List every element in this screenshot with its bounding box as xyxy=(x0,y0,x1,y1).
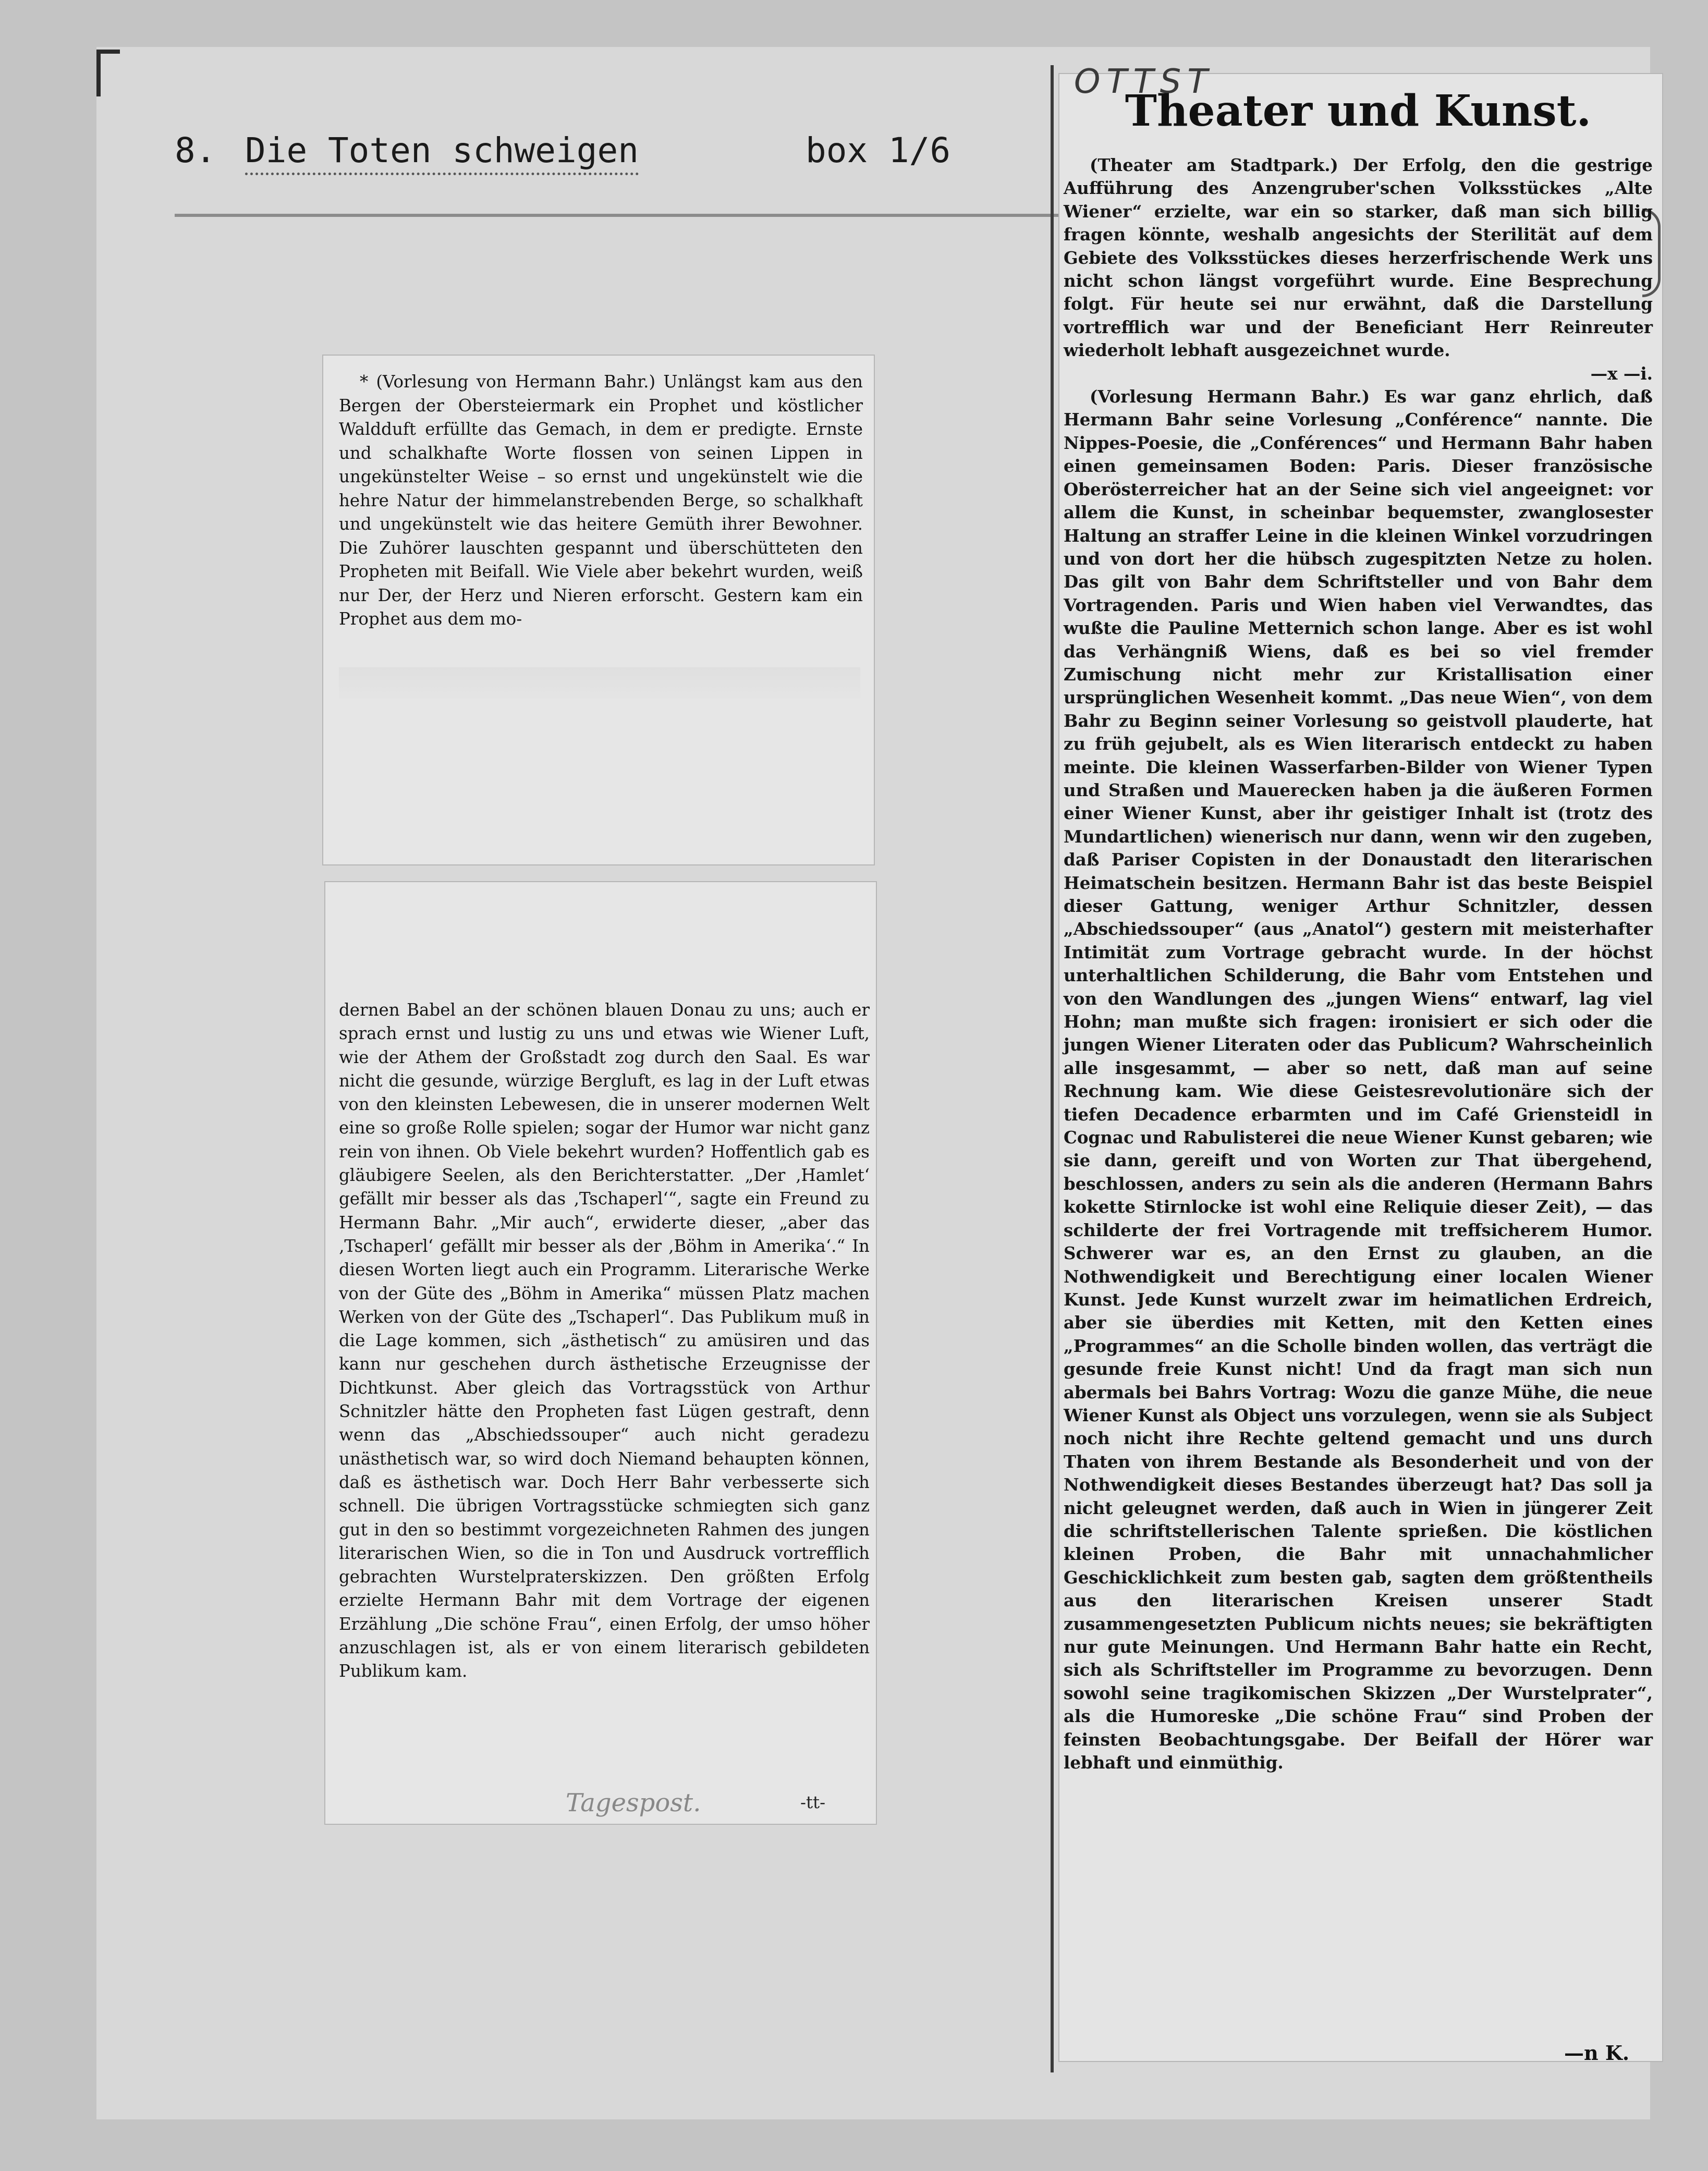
article-paragraph: * (Vorlesung von Hermann Bahr.) Unlängst kam aus den Bergen der Obersteiermark ein Prophet und köstlicher Waldduft erfüllte das Gemach, in dem er predigte. Ernste und schalkhafte Worte flossen von seinen Lippen in ungekünstelter Weise – so ernst und ungekünstelt wie die hehre Natur der himmelanstrebenden Berge, so schalkhaft und ungekünstelt wie das heitere Gemüth ihrer Bewohner. Die Zuhörer lauschten gespannt und überschütteten den Propheten mit Beifall. Wie Viele aber bekehrt wurden, weiß nur Der, der Herz und Nieren erforscht. Gestern kam ein Prophet aus dem mo- xyxy=(339,372,863,629)
handwritten-source-note: Tagespost. xyxy=(566,1788,701,1818)
article-signature: —n K. xyxy=(1564,2041,1630,2065)
clipping-right-text xyxy=(1064,154,1653,1774)
archive-header xyxy=(175,130,988,177)
header-number: 8. xyxy=(175,130,216,170)
crop-mark xyxy=(96,50,101,96)
clipping-left-bottom-text xyxy=(339,998,870,1684)
article-signature: -tt- xyxy=(800,1792,826,1812)
handwritten-annotation: OTTST xyxy=(1074,63,1214,101)
section-masthead: Theater und Kunst. xyxy=(1125,86,1592,136)
bleed-through xyxy=(339,667,860,699)
header-title: Die Toten schweigen xyxy=(245,130,639,175)
crop-mark xyxy=(96,50,120,54)
fold-line xyxy=(1051,65,1054,2072)
article-signature: —x —i. xyxy=(1590,363,1653,384)
article-paragraph: (Vorlesung Hermann Bahr.) Es war ganz ehrlich, daß Hermann Bahr seine Vorlesung „Conférence“ nannte. Die Nippes-Poesie, die „Conférences“ und Hermann Bahr haben einen gemeinsamen Boden: Paris. Dieser französische Oberösterreicher hat an der Seine sich viel angeeignet: vor allem die Kunst, in scheinbar bequemster, zwanglosester Haltung an straffer Leine in die kleinen Winkel vorzudringen und von dort her die hübsch zugespitzten Netze zu holen. Das gilt von Bahr dem Schriftsteller und von Bahr dem Vortragenden. Paris und Wien haben viel Verwandtes, das wußte die Pauline Metternich schon lange. Aber es ist wohl das Verhängniß Wiens, daß es bei so viel fremder Zumischung nicht mehr zur Kristallisation einer ursprünglichen Wesenheit kommt. „Das neue Wien“, von dem Bahr zu Beginn seiner Vorlesung so geistvoll plauderte, hat zu früh gejubelt, als es Wien literarisch entdeckt zu haben meinte. Die kleinen Wasserfarben-Bilder von Wiener Typen und Straßen und Mauerecken haben ja die äußeren Formen einer Wiener Kunst, aber ihr geistiger Inhalt ist (trotz des Mundartlichen) wienerisch nur dann, wenn wir den zugeben, daß Pariser Copisten in der Donaustadt den literarischen Heimatschein besitzen. Hermann Bahr ist das beste Beispiel dieser Gattung, weniger Arthur Schnitzler, dessen „Abschiedssouper“ (aus „Anatol“) gestern mit meisterhafter Intimität zum Vortrage gebracht wurde. In der höchst unterhaltlichen Schilderung, die Bahr vom Entstehen und von den Wandlungen des „jungen Wiens“ entwarf, lag viel Hohn; man mußte sich fragen: ironisiert er sich oder die jungen Wiener Literaten oder das Publicum? Wahrscheinlich alle insgesammt, — aber so nett, daß man auf seine Rechnung kam. Wie diese Geistesrevolutionäre sich der tiefen Decadence erbarmten und im Café Griensteidl in Cognac und Rabulisterei die neue Wiener Kunst gebaren; wie sie dann, gereift und von Worten zur That übergehend, beschlossen, anders zu sein als die anderen (Hermann Bahrs kokette Stirnlocke ist wohl eine Reliquie dieser Zeit), — das schilderte der frei Vortragende mit treffsicherem Humor. Schwerer war es, an den Ernst zu glauben, an die Nothwendigkeit und Berechtigung einer localen Wiener Kunst. Jede Kunst wurzelt zwar im heimatlichen Erdreich, aber sie überdies mit Ketten, mit den Ketten eines „Programmes“ an die Scholle binden wollen, das verträgt die gesunde freie Kunst nicht! Und da fragt man sich nun abermals bei Bahrs Vortrag: Wozu die ganze Mühe, die neue Wiener Kunst als Object uns vorzulegen, wenn sie als Subject noch nicht ihre Rechte geltend gemacht und uns durch Thaten von ihrem Bestande als Besonderheit und von der Nothwendigkeit dieses Bestandes überzeugt hat? Das soll ja nicht geleugnet werden, daß auch in Wien in jüngerer Zeit die schriftstellerischen Talente sprießen. Die köstlichen kleinen Proben, die Bahr mit unnachahmlicher Geschicklichkeit zum besten gab, sagten dem größtentheils aus den literarischen Kreisen unserer Stadt zusammengesetzten Publicum nichts neues; sie bekräftigten nur gute Meinungen. Und Hermann Bahr hatte ein Recht, sich als Schriftsteller im Programme zu bevorzugen. Denn sowohl seine tragikomischen Skizzen „Der Wurstelprater“, als die Humoreske „Die schöne Frau“ sind Proben der feinsten Beobachtungsgabe. Der Beifall der Hörer war lebhaft und einmüthig. xyxy=(1064,386,1653,1773)
clipping-left-top-text xyxy=(339,370,863,631)
article-paragraph: dernen Babel an der schönen blauen Donau zu uns; auch er sprach ernst und lustig zu uns und etwas wie Wiener Luft, wie der Athem der Großstadt zog durch den Saal. Es war nicht die gesunde, würzige Bergluft, es lag in der Luft etwas von den kleinsten Lebewesen, die in unserer modernen Welt eine so große Rolle spielen; sogar der Humor war nicht ganz rein von ihnen. Ob Viele bekehrt wurden? Hoffentlich gab es gläubigere Seelen, als den Berichterstatter. „Der ‚Hamlet‘ gefällt mir besser als das ‚Tschaperl‘“, sagte ein Freund zu Hermann Bahr. „Mir auch“, erwiderte dieser, „aber das ‚Tschaperl‘ gefällt mir besser als der ‚Böhm in Amerika‘.“ In diesen Worten liegt auch ein Programm. Literarische Werke von der Güte des „Böhm in Amerika“ müssen Platz machen Werken von der Güte des „Tschaperl“. Das Publikum muß in die Lage kommen, sich „ästhetisch“ zu amüsiren und das kann nur geschehen durch ästhetische Erzeugnisse der Dichtkunst. Aber gleich das Vortragsstück von Arthur Schnitzler hätte den Propheten fast Lügen gestraft, denn wenn das „Abschiedssouper“ auch nicht geradezu unästhetisch war, so wird doch Niemand behaupten können, daß es ästhetisch war. Doch Herr Bahr verbesserte sich schnell. Die übrigen Vortragsstücke schmiegten sich ganz gut in den so bestimmt vorgezeichneten Rahmen des jungen literarischen Wien, so die in Ton und Ausdruck vortrefflich gebrachten Wurstelpraterskizzen. Den größten Erfolg erzielte Hermann Bahr mit dem Vortrage der eigenen Erzählung „Die schöne Frau“, einen Erfolg, der umso höher anzuschlagen ist, als er von einem literarisch gebildeten Publikum kam. xyxy=(339,1000,870,1681)
header-rule xyxy=(175,214,1082,217)
header-box-label: box 1/6 xyxy=(806,130,951,170)
article-paragraph: (Theater am Stadtpark.) Der Erfolg, den die gestrige Aufführung des Anzengruber'schen Volksstückes „Alte Wiener“ erzielte, war ein so starker, daß man sich billig fragen könnte, weshalb angesichts der Sterilität auf dem Gebiete des Volksstückes dieses herzerfrischende Werk uns nicht schon längst vorgeführt wurde. Eine Besprechung folgt. Für heute sei nur erwähnt, daß die Darstellung vortrefflich war und der Beneficiant Herr Reinreuter wiederholt lebhaft ausgezeichnet wurde. xyxy=(1064,155,1653,361)
